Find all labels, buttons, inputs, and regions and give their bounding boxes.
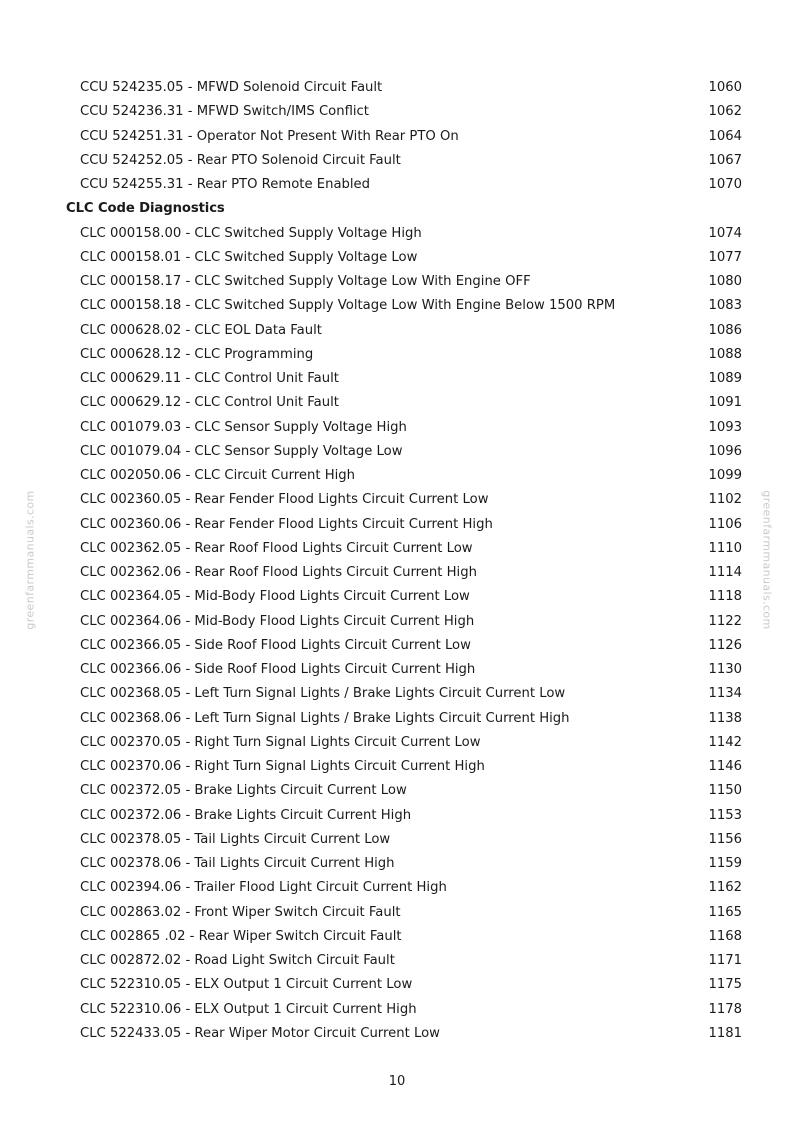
toc-entry-title: CLC 002378.05 - Tail Lights Circuit Current Low [80, 831, 391, 847]
toc-entry-page: 1077 [708, 249, 742, 265]
toc-entry-title: CCU 524236.31 - MFWD Switch/IMS Conflict [80, 104, 369, 120]
toc-entry-title: CCU 524255.31 - Rear PTO Remote Enabled [80, 177, 371, 192]
toc-entry[interactable] [0, 610, 794, 634]
toc-entry-title: CLC 002364.06 - Mid-Body Flood Lights Circuit Current High [80, 613, 475, 629]
toc-entry[interactable] [0, 852, 794, 876]
toc-entry-page: 1138 [708, 710, 742, 726]
toc-entry-page: 1126 [708, 637, 742, 653]
watermark-left: greenfarmmanuals.com [23, 490, 37, 630]
toc-entry-page: 1134 [708, 686, 742, 702]
toc-entry-title: CLC Code Diagnostics [66, 201, 225, 217]
toc-entry-title: CLC 002050.06 - CLC Circuit Current High [80, 468, 356, 483]
toc-entry-page: 1064 [708, 128, 742, 144]
toc-entry-page: 1106 [708, 516, 742, 532]
toc-entry-page: 1086 [708, 322, 742, 338]
toc-entry[interactable] [0, 246, 794, 270]
toc-entry-title: CLC 002872.02 - Road Light Switch Circuit Fault [80, 953, 395, 968]
toc-entry-title: CLC 002394.06 - Trailer Flood Light Circuit Current High [80, 880, 447, 896]
toc-entry-title: CLC 522310.06 - ELX Output 1 Circuit Current High [80, 1001, 417, 1017]
toc-entry-page: 1093 [708, 419, 742, 435]
toc-entry-page: 1168 [708, 928, 742, 944]
toc-entry-page: 1150 [708, 783, 742, 799]
toc-entry-title: CLC 000158.00 - CLC Switched Supply Voltage High [80, 225, 422, 241]
toc-entry-page: 1175 [708, 977, 742, 993]
toc-entry-page: 1153 [708, 807, 742, 823]
toc-entry-page: 1102 [708, 492, 742, 508]
toc-entry[interactable] [0, 925, 794, 949]
toc-entry-title: CLC 002378.06 - Tail Lights Circuit Current High [80, 856, 395, 871]
toc-entry-page: 1118 [708, 589, 742, 605]
toc-entry[interactable] [0, 537, 794, 561]
toc-entry-page: 1165 [708, 904, 742, 920]
toc-entry[interactable] [0, 391, 794, 415]
toc-entry-page: 1062 [708, 104, 742, 120]
toc-entry[interactable] [0, 513, 794, 537]
toc-entry-title: CLC 002364.05 - Mid-Body Flood Lights Circuit Current Low [80, 589, 470, 605]
toc-entry-page: 1091 [708, 395, 742, 411]
toc-entry[interactable] [0, 998, 794, 1022]
toc-entry-title: CLC 522310.05 - ELX Output 1 Circuit Current Low [80, 977, 413, 993]
toc-entry-page: 1159 [708, 856, 742, 871]
toc-entry[interactable] [0, 294, 794, 318]
toc-entry-title: CLC 000628.02 - CLC EOL Data Fault [80, 322, 322, 338]
toc-entry-title: CLC 002366.06 - Side Roof Flood Lights Circuit Current High [80, 662, 476, 677]
toc-entry[interactable] [0, 125, 794, 149]
toc-entry-page: 1074 [708, 225, 742, 241]
toc-entry-title: CLC 522433.05 - Rear Wiper Motor Circuit Current Low [80, 1025, 440, 1041]
toc-entry[interactable] [0, 973, 794, 997]
watermark-right: greenfarmmanuals.com [760, 490, 774, 630]
toc-entry[interactable] [0, 731, 794, 755]
toc-entry-title: CLC 002366.05 - Side Roof Flood Lights Circuit Current Low [80, 637, 471, 653]
toc-section-heading[interactable] [0, 197, 794, 221]
toc-entry-title: CLC 002360.06 - Rear Fender Flood Lights Circuit Current High [80, 516, 493, 532]
toc-entry-title: CLC 000629.12 - CLC Control Unit Fault [80, 395, 339, 411]
toc-entry-page: 1130 [708, 662, 742, 677]
toc-entry-page: 1060 [708, 80, 742, 95]
toc-entry-title: CLC 002372.05 - Brake Lights Circuit Current Low [80, 783, 407, 799]
toc-entry-title: CLC 002368.05 - Left Turn Signal Lights / Brake Lights Circuit Current Low [80, 686, 566, 702]
toc-entry-page: 1110 [708, 540, 742, 556]
toc-entry-title: CLC 002360.05 - Rear Fender Flood Lights Circuit Current Low [80, 492, 489, 508]
toc-entry[interactable] [0, 343, 794, 367]
toc-entry-page: 1156 [708, 831, 742, 847]
toc-entry-page: 1178 [708, 1001, 742, 1017]
toc-entry-page: 1114 [708, 565, 742, 580]
toc-entry[interactable] [0, 585, 794, 609]
toc-entry[interactable] [0, 707, 794, 731]
toc-entry-page: 1142 [708, 734, 742, 750]
toc-entry-title: CLC 000158.17 - CLC Switched Supply Voltage Low With Engine OFF [80, 274, 531, 289]
toc-entry[interactable] [0, 488, 794, 512]
toc-entry-page: 1083 [708, 298, 742, 314]
toc-entry[interactable] [0, 561, 794, 585]
toc-entry-title: CLC 002362.06 - Rear Roof Flood Lights Circuit Current High [80, 565, 477, 580]
toc-entry-title: CLC 002368.06 - Left Turn Signal Lights / Brake Lights Circuit Current High [80, 710, 570, 726]
toc-entry-title: CLC 002372.06 - Brake Lights Circuit Current High [80, 807, 412, 823]
toc-entry[interactable] [0, 682, 794, 706]
toc-entry[interactable] [0, 367, 794, 391]
toc-entry-page: 1088 [708, 346, 742, 362]
toc-entry[interactable] [0, 876, 794, 900]
toc-entry[interactable] [0, 76, 794, 100]
toc-entry[interactable] [0, 779, 794, 803]
toc-entry-page: 1171 [708, 953, 742, 968]
toc-entry-page: 1146 [708, 759, 742, 774]
toc-entry[interactable] [0, 270, 794, 294]
toc-entry-title: CLC 002863.02 - Front Wiper Switch Circuit Fault [80, 904, 401, 920]
toc-entry[interactable] [0, 464, 794, 488]
toc-entry-page: 1099 [708, 468, 742, 483]
toc-entry[interactable] [0, 949, 794, 973]
toc-entry[interactable] [0, 440, 794, 464]
toc-entry[interactable] [0, 222, 794, 246]
toc-entry[interactable] [0, 100, 794, 124]
toc-entry[interactable] [0, 173, 794, 197]
toc-entry-title: CLC 002370.06 - Right Turn Signal Lights Circuit Current High [80, 759, 485, 774]
toc-entry-page: 1181 [708, 1025, 742, 1041]
toc-entry-title: CLC 002370.05 - Right Turn Signal Lights Circuit Current Low [80, 734, 481, 750]
toc-entry[interactable] [0, 828, 794, 852]
toc-entry-title: CLC 002865 .02 - Rear Wiper Switch Circuit Fault [80, 928, 402, 944]
toc-entry[interactable] [0, 149, 794, 173]
toc-entry-page: 1067 [708, 152, 742, 168]
toc-entry-title: CLC 002362.05 - Rear Roof Flood Lights Circuit Current Low [80, 540, 473, 556]
toc-entry[interactable] [0, 416, 794, 440]
toc-entry-page: 1080 [708, 274, 742, 289]
toc-entry[interactable] [0, 1022, 794, 1046]
toc-entry-page: 1070 [708, 177, 742, 192]
toc-entry[interactable] [0, 319, 794, 343]
toc-entry[interactable] [0, 658, 794, 682]
toc-entry-title: CLC 000158.18 - CLC Switched Supply Voltage Low With Engine Below 1500 RPM [80, 298, 616, 314]
toc-entry[interactable] [0, 755, 794, 779]
toc-entry-title: CLC 000158.01 - CLC Switched Supply Voltage Low [80, 249, 418, 265]
toc-entry-title: CCU 524251.31 - Operator Not Present With Rear PTO On [80, 128, 459, 144]
toc-entry-title: CCU 524252.05 - Rear PTO Solenoid Circuit Fault [80, 152, 401, 168]
toc-entry-title: CLC 000629.11 - CLC Control Unit Fault [80, 371, 339, 386]
toc-entry-page: 1096 [708, 443, 742, 459]
toc-entry-title: CLC 001079.04 - CLC Sensor Supply Voltage Low [80, 443, 403, 459]
toc-entry-page: 1089 [708, 371, 742, 386]
toc-entry-title: CCU 524235.05 - MFWD Solenoid Circuit Fault [80, 80, 383, 95]
toc-entry[interactable] [0, 634, 794, 658]
toc-entry[interactable] [0, 901, 794, 925]
page-number: 10 [388, 1074, 406, 1089]
toc-entry[interactable] [0, 804, 794, 828]
toc-entry-title: CLC 001079.03 - CLC Sensor Supply Voltage High [80, 419, 407, 435]
toc-entry-page: 1162 [708, 880, 742, 896]
toc-entry-page: 1122 [708, 613, 742, 629]
toc-entry-title: CLC 000628.12 - CLC Programming [80, 346, 314, 362]
table-of-contents [0, 76, 794, 1046]
